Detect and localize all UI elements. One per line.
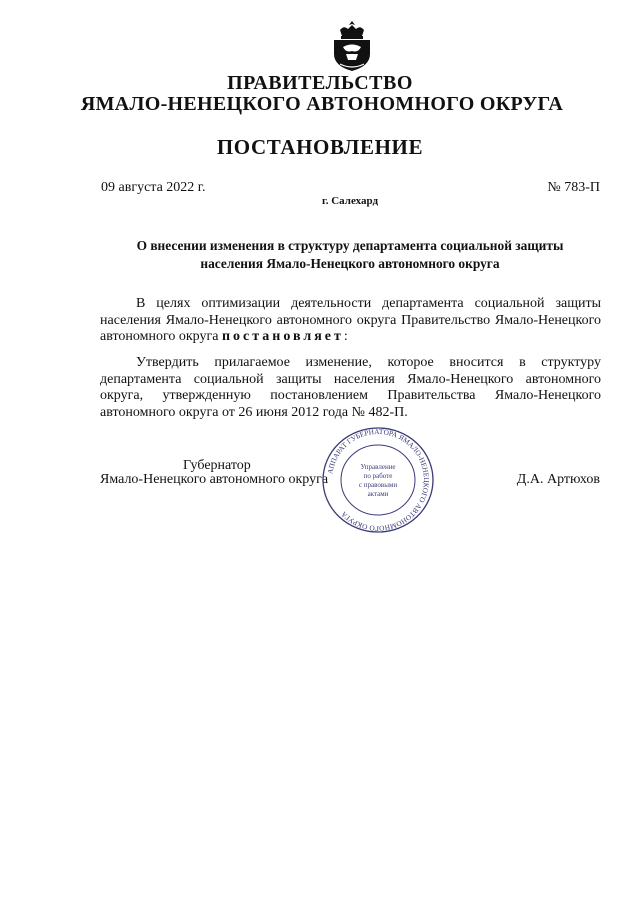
signatory-title: Губернатор <box>183 458 251 473</box>
coat-of-arms-emblem <box>330 20 374 72</box>
document-date: 09 августа 2022 г. <box>101 180 206 195</box>
document-subject <box>100 237 600 273</box>
body-paragraph-2: Утвердить прилагаемое изменение, которое вносится в структуру департамента социальной защиты населения Ямало-Ненецкого автономного округа, утвержденную постановлением Правительства Ямало-Ненецкого автономного округа от 26 июня 2012 года № 482-П. <box>100 355 601 420</box>
signatory-organization: Ямало-Ненецкого автономного округа <box>100 472 329 487</box>
government-region: ЯМАЛО-НЕНЕЦКОГО АВТОНОМНОГО ОКРУГА <box>80 93 564 115</box>
resolves-keyword: постановляет <box>221 329 344 344</box>
stamp-line-1: Управление <box>360 463 396 471</box>
stamp-line-4: актами <box>367 490 389 498</box>
subject-line-2: населения Ямало-Ненецкого автономного округа <box>200 256 500 271</box>
document-number: № 783-П <box>547 180 600 195</box>
signatory-name: Д.А. Артюхов <box>516 472 600 487</box>
government-title: ПРАВИТЕЛЬСТВО <box>227 72 413 94</box>
official-stamp <box>318 425 438 535</box>
document-type: ПОСТАНОВЛЕНИЕ <box>216 135 424 159</box>
stamp-line-3: с правовыми <box>358 481 398 489</box>
body-paragraph-1 <box>100 296 601 346</box>
stamp-line-2: по работе <box>363 472 393 480</box>
subject-line-1: О внесении изменения в структуру департамента социальной защиты <box>136 238 564 253</box>
stamp-outer-text: АППАРАТ ГУБЕРНАТОРА ЯМАЛО-НЕНЕЦКОГО АВТОНОМНОГО ОКРУГА <box>325 426 432 534</box>
paragraph-1-text: В целях оптимизации деятельности департамента социальной защиты населения Ямало-Ненецкого автономного округа Правительство Ямало-Ненецкого автономного округа <box>100 296 601 344</box>
paragraph-1-end: : <box>343 329 348 344</box>
document-city: г. Салехард <box>321 195 379 207</box>
